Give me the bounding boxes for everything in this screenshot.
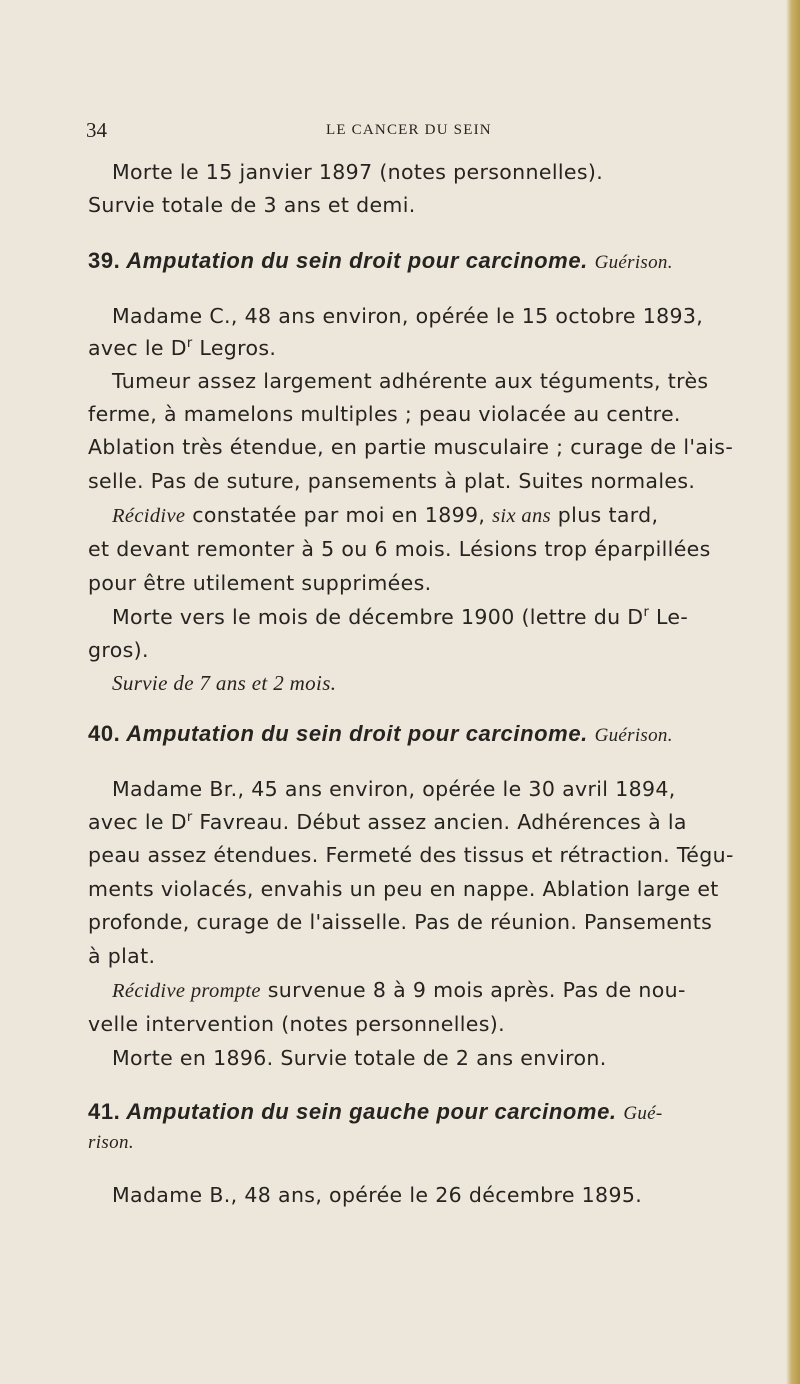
text-line: ferme, à mamelons multiples ; peau violacée au centre. — [88, 402, 681, 426]
text-line: avec le $D^r$ Legros. — [88, 336, 277, 360]
text-line: profonde, curage de l'aisselle. Pas de réunion. Pansements — [88, 910, 713, 934]
text-line: Madame B., 48 ans, opérée le 26 décembre 1895. — [112, 1183, 643, 1207]
case-number: 40. — [88, 721, 121, 746]
text-line: Morte vers le mois de décembre 1900 (lettre du $D^r$ Le- — [112, 605, 689, 629]
page-edge — [786, 0, 800, 1384]
case-heading-41 — [88, 1100, 663, 1126]
text-line: ments violacés, envahis un peu en nappe. Ablation large et — [88, 877, 719, 901]
text-line: avec le $D^r$ Favreau. Début assez ancien. Adhérences à la — [88, 810, 687, 834]
case-verdict: Guérison. — [594, 252, 673, 273]
text-line: pour être utilement supprimées. — [88, 571, 432, 595]
page-header — [86, 118, 766, 148]
text-line: Morte en 1896. Survie totale de 2 ans environ. — [112, 1046, 607, 1070]
text-line: Madame C., 48 ans environ, opérée le 15 octobre 1893, — [112, 304, 704, 328]
text-line: gros). — [88, 638, 149, 662]
text-line: Ablation très étendue, en partie musculaire ; curage de l'ais- — [88, 435, 734, 459]
text-line: à plat. — [88, 944, 156, 968]
case-title: Amputation du sein gauche pour carcinome. — [126, 1099, 617, 1124]
text-line: Survie totale de 3 ans et demi. — [88, 193, 416, 217]
text-line: Tumeur assez largement adhérente aux téguments, très — [112, 369, 709, 393]
case-verdict: Guérison. — [594, 725, 673, 746]
case-heading-39 — [88, 249, 673, 275]
text-line: selle. Pas de suture, pansements à plat. Suites normales. — [88, 469, 696, 493]
page-number: 34 — [86, 118, 107, 142]
case-title: Amputation du sein droit pour carcinome. — [126, 721, 588, 746]
text-line: Madame Br., 45 ans environ, opérée le 30 avril 1894, — [112, 777, 676, 801]
text-line: peau assez étendues. Fermeté des tissus et rétraction. Tégu- — [88, 843, 734, 867]
case-number: 41. — [88, 1099, 121, 1124]
running-title: LE CANCER DU SEIN — [326, 122, 492, 138]
text-line: et devant remonter à 5 ou 6 mois. Lésions trop éparpillées — [88, 537, 711, 561]
text-line: velle intervention (notes personnelles). — [88, 1012, 506, 1036]
text-line: Récidive constatée par moi en 1899, six ans plus tard, — [112, 503, 659, 527]
case-number: 39. — [88, 248, 121, 273]
survival-note: Survie de 7 ans et 2 mois. — [112, 671, 337, 695]
text-line: Récidive prompte survenue 8 à 9 mois après. Pas de nou- — [112, 978, 686, 1002]
case-verdict-continued: rison. — [88, 1132, 134, 1153]
text-line: Morte le 15 janvier 1897 (notes personnelles). — [112, 160, 604, 184]
case-heading-40 — [88, 722, 673, 748]
case-verdict: Gué- — [623, 1103, 663, 1124]
case-title: Amputation du sein droit pour carcinome. — [126, 248, 588, 273]
